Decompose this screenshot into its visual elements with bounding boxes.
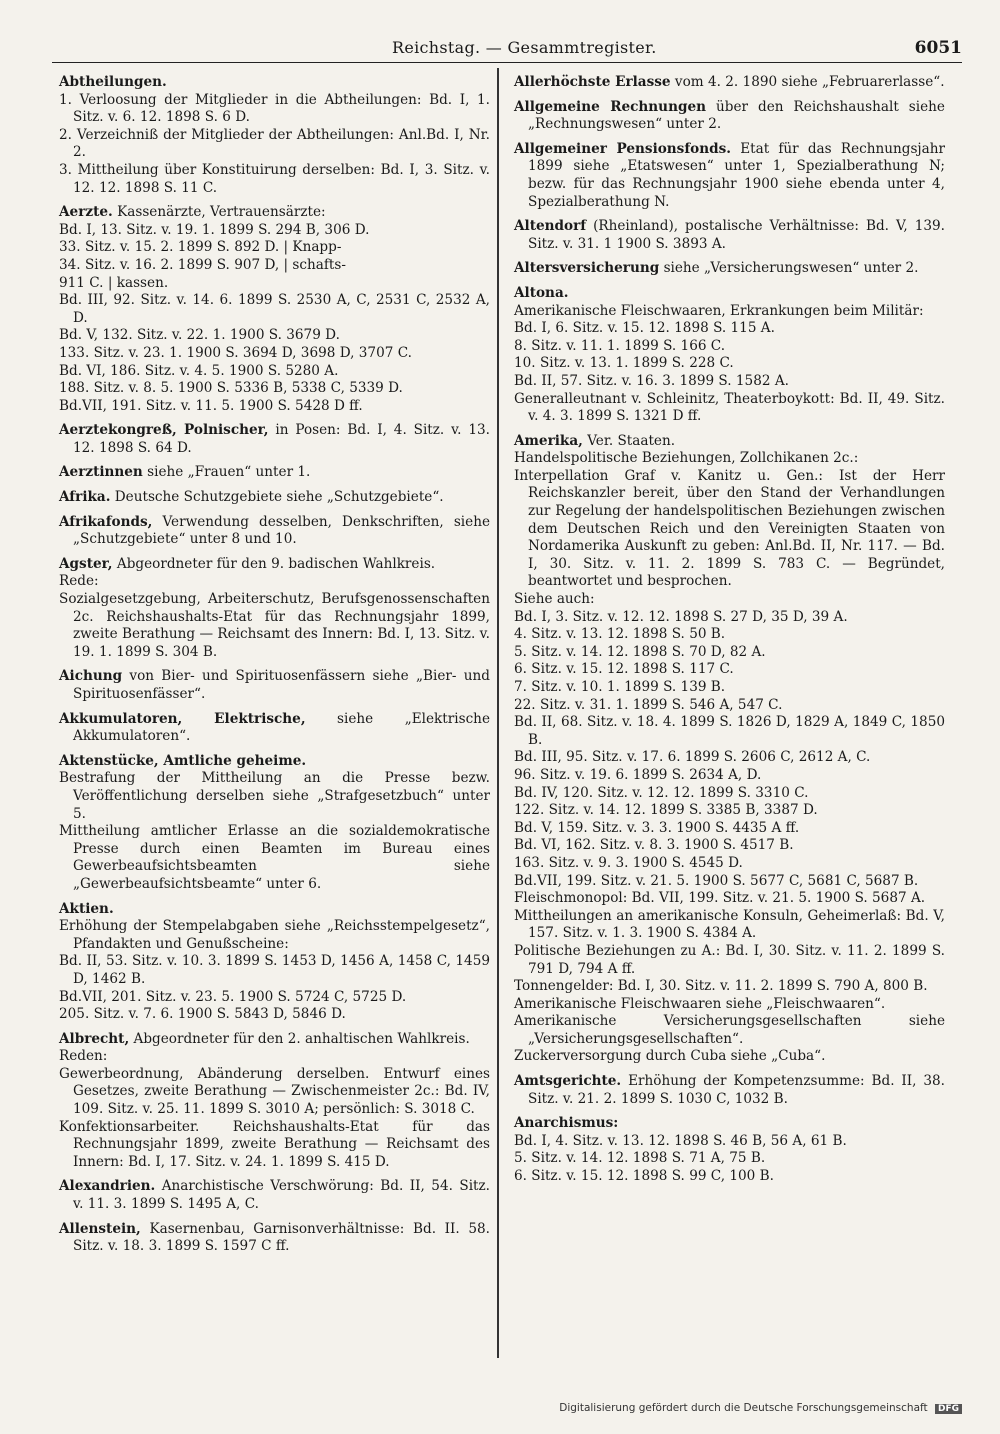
entry-keyword: Albrecht, <box>59 1030 130 1047</box>
entry-subline: Bestrafung der Mittheilung an die Presse bezw. Veröffentlichung derselben siehe „Strafgesetzbuch“ unter 5. <box>59 770 490 822</box>
entry-keyword: Aerzte. <box>59 204 113 221</box>
right-column <box>510 74 945 1193</box>
entry-subline: Bd.VII, 199. Sitz. v. 21. 5. 1900 S. 5677 C, 5681 C, 5687 B. <box>514 872 919 889</box>
running-title: Reichstag. — Gesammtregister. <box>392 38 657 57</box>
entry-subline: Amerikanische Versicherungsgesellschaften siehe „Versicherungsgesellschaften“. <box>514 1013 945 1047</box>
entry-subline: 3. Mittheilung über Konstituirung derselben: Bd. I, 3. Sitz. v. 12. 12. 1898 S. 11 C. <box>59 161 490 196</box>
entry-subline: 10. Sitz. v. 13. 1. 1899 S. 228 C. <box>514 355 734 372</box>
entry-heading-line <box>55 668 490 703</box>
entry-subline: Bd. III, 92. Sitz. v. 14. 6. 1899 S. 2530 A, C, 2531 C, 2532 A, D. <box>59 292 490 326</box>
entry-subline: 911 C. | kassen. <box>59 274 169 291</box>
entry-subline: Erhöhung der Stempelabgaben siehe „Reichsstempelgesetz“, Pfandakten und Genußscheine: <box>59 918 490 952</box>
entry-subline: Konfektionsarbeiter. Reichshaushalts-Etat für das Rechnungsjahr 1899, zweite Berathung — Reichsamt des Innern: Bd. I, 17. Sitz. v. 24. 1. 1899 S. 415 D. <box>59 1118 490 1170</box>
entry-heading-line <box>55 753 490 771</box>
entry-keyword: Allerhöchste Erlasse <box>514 74 671 90</box>
entry-text: siehe „Versicherungswesen“ unter 2. <box>663 260 919 277</box>
entry-subline: Bd. V, 159. Sitz. v. 3. 3. 1900 S. 4435 A ff. <box>514 819 800 836</box>
entry-subline: 188. Sitz. v. 8. 5. 1900 S. 5336 B, 5338 C, 5339 D. <box>59 380 403 397</box>
index-entry <box>55 901 490 1024</box>
index-entry <box>55 556 490 662</box>
entry-text: siehe „Elektrische Akkumulatoren“. <box>73 710 490 745</box>
entry-subline: Mittheilungen an amerikanische Konsuln, Geheimerlaß: Bd. V, 157. Sitz. v. 1. 3. 1900 S. 4384 A. <box>514 907 945 942</box>
entry-subline: Fleischmonopol: Bd. VII, 199. Sitz. v. 21. 5. 1900 S. 5687 A. <box>514 890 926 907</box>
entry-subline: Amerikanische Fleischwaaren, Erkrankungen beim Militär: <box>514 302 924 319</box>
entry-keyword: Amtsgerichte. <box>514 1073 622 1090</box>
entry-text: Abgeordneter für den 2. anhaltischen Wahlkreis. <box>133 1030 470 1047</box>
entry-text: Erhöhung der Kompetenzsumme: Bd. II, 38. Sitz. v. 21. 2. 1899 S. 1030 C, 1032 B. <box>528 1073 945 1107</box>
dfg-logo: DFG <box>935 1404 962 1414</box>
entry-heading-line <box>55 489 490 507</box>
entry-subline: Bd. V, 132. Sitz. v. 22. 1. 1900 S. 3679 D. <box>59 327 340 344</box>
entry-keyword: Aktien. <box>59 900 114 917</box>
entry-subline: 34. Sitz. v. 16. 2. 1899 S. 907 D, | schafts- <box>59 256 346 273</box>
left-column <box>55 74 490 1263</box>
entry-subline: 205. Sitz. v. 7. 6. 1900 S. 5843 D, 5846 D. <box>59 1006 346 1023</box>
entry-heading-line <box>55 1221 490 1256</box>
entry-subline: Politische Beziehungen zu A.: Bd. I, 30. Sitz. v. 11. 2. 1899 S. 791 D, 794 A ff. <box>514 942 945 977</box>
index-entry <box>510 433 945 1066</box>
entry-keyword: Altendorf <box>514 218 587 235</box>
entry-heading-line <box>510 433 945 451</box>
entry-subline: 133. Sitz. v. 23. 1. 1900 S. 3694 D, 3698 D, 3707 C. <box>59 344 412 361</box>
index-entry <box>510 74 945 92</box>
index-entry <box>55 1221 490 1256</box>
index-entry <box>510 141 945 211</box>
entry-heading-line <box>55 422 490 457</box>
index-entry <box>55 464 490 482</box>
running-header <box>52 38 962 63</box>
entry-subline: Bd. I, 4. Sitz. v. 13. 12. 1898 S. 46 B, 56 A, 61 B. <box>514 1132 847 1149</box>
entry-keyword: Allenstein, <box>59 1220 141 1237</box>
entry-subline: 6. Sitz. v. 15. 12. 1898 S. 99 C, 100 B. <box>514 1168 774 1185</box>
entry-subline: Zuckerversorgung durch Cuba siehe „Cuba“. <box>514 1048 826 1065</box>
index-entry <box>55 422 490 457</box>
entry-subline: 1. Verloosung der Mitglieder in die Abtheilungen: Bd. I, 1. Sitz. v. 6. 12. 1898 S. 6 D. <box>59 91 490 126</box>
index-entry <box>510 285 945 426</box>
entry-subline: 22. Sitz. v. 31. 1. 1899 S. 546 A, 547 C. <box>514 696 783 713</box>
entry-heading-line <box>55 464 490 482</box>
index-entry <box>55 514 490 549</box>
entry-keyword: Aerztinnen <box>59 464 143 481</box>
entry-text: vom 4. 2. 1890 siehe „Februarerlasse“. <box>674 74 945 90</box>
entry-subline: 33. Sitz. v. 15. 2. 1899 S. 892 D. | Knapp- <box>59 239 342 256</box>
index-entry <box>510 218 945 253</box>
entry-heading-line <box>510 99 945 134</box>
entry-text: Verwendung desselben, Denkschriften, siehe „Schutzgebiete“ unter 8 und 10. <box>73 513 490 548</box>
entry-subline: Bd. I, 13. Sitz. v. 19. 1. 1899 S. 294 B, 306 D. <box>59 221 370 238</box>
entry-heading-line <box>55 1031 490 1049</box>
entry-keyword: Agster, <box>59 555 113 572</box>
entry-subline: 8. Sitz. v. 11. 1. 1899 S. 166 C. <box>514 337 726 354</box>
entry-text: in Posen: Bd. I, 4. Sitz. v. 13. 12. 1898 S. 64 D. <box>73 422 490 456</box>
entry-subline: Sozialgesetzgebung, Arbeiterschutz, Berufsgenossenschaften 2c. Reichshaushalts-Etat für das Rechnungsjahr 1899, zweite Berathung — Reichsamt des Innern: Bd. I, 13. Sitz. v. 19. 1. 1899 S. 304 B. <box>59 591 490 660</box>
entry-keyword: Alexandrien. <box>59 1178 156 1195</box>
entry-subline: Amerikanische Fleischwaaren siehe „Fleischwaaren“. <box>514 995 886 1012</box>
entry-keyword: Aerztekongreß, Polnischer, <box>59 422 269 439</box>
entry-heading-line <box>55 556 490 574</box>
entry-heading-line <box>55 514 490 549</box>
entry-subline: Bd. II, 68. Sitz. v. 18. 4. 1899 S. 1826 D, 1829 A, 1849 C, 1850 B. <box>514 714 945 748</box>
entry-text: Anarchistische Verschwörung: Bd. II, 54. Sitz. v. 11. 3. 1899 S. 1495 A, C. <box>73 1178 490 1213</box>
entry-subline: Bd. IV, 120. Sitz. v. 12. 12. 1899 S. 3310 C. <box>514 784 809 801</box>
index-entry <box>55 1031 490 1172</box>
index-entry <box>55 753 490 894</box>
entry-subline: Generalleutnant v. Schleinitz, Theaterboykott: Bd. II, 49. Sitz. v. 4. 3. 1899 S. 1321 D ff. <box>514 390 945 425</box>
entry-subline: Bd. II, 53. Sitz. v. 10. 3. 1899 S. 1453 D, 1456 A, 1458 C, 1459 D, 1462 B. <box>59 953 490 987</box>
page-number: 6051 <box>914 38 962 58</box>
entry-subline: Rede: <box>59 573 99 590</box>
entry-heading-line <box>510 141 945 211</box>
entry-keyword: Aktenstücke, Amtliche geheime. <box>59 752 307 769</box>
entry-subline: Bd. III, 95. Sitz. v. 17. 6. 1899 S. 2606 C, 2612 A, C. <box>514 749 871 766</box>
entry-subline: Bd. I, 6. Sitz. v. 15. 12. 1898 S. 115 A. <box>514 320 775 337</box>
entry-heading-line <box>510 260 945 278</box>
entry-subline: Bd. I, 3. Sitz. v. 12. 12. 1898 S. 27 D, 35 D, 39 A. <box>514 608 848 625</box>
entry-subline: Handelspolitische Beziehungen, Zollchikanen 2c.: <box>514 450 859 467</box>
entry-keyword: Allgemeiner Pensionsfonds. <box>514 140 732 157</box>
entry-keyword: Abtheilungen. <box>59 74 167 90</box>
footer <box>559 1402 962 1414</box>
entry-subline: Bd.VII, 201. Sitz. v. 23. 5. 1900 S. 5724 C, 5725 D. <box>59 988 407 1005</box>
index-entry <box>55 668 490 703</box>
entry-subline: Tonnengelder: Bd. I, 30. Sitz. v. 11. 2. 1899 S. 790 A, 800 B. <box>514 978 928 995</box>
index-entry <box>55 74 490 197</box>
index-entry <box>55 1178 490 1213</box>
index-entry <box>510 260 945 278</box>
entry-subline: Siehe auch: <box>514 591 595 608</box>
entry-subline: 122. Sitz. v. 14. 12. 1899 S. 3385 B, 3387 D. <box>514 802 818 819</box>
entry-keyword: Anarchismus: <box>514 1115 619 1132</box>
entry-subline: Bd.VII, 191. Sitz. v. 11. 5. 1900 S. 5428 D ff. <box>59 397 363 414</box>
entry-text: Ver. Staaten. <box>587 432 676 449</box>
entry-heading-line <box>510 285 945 303</box>
entry-text: Deutsche Schutzgebiete siehe „Schutzgebiete“. <box>114 489 444 506</box>
footer-text: Digitalisierung gefördert durch die Deutsche Forschungsgemeinschaft <box>559 1402 928 1414</box>
entry-subline: 2. Verzeichniß der Mitglieder der Abtheilungen: Anl.Bd. I, Nr. 2. <box>59 126 490 161</box>
index-entry <box>510 1073 945 1108</box>
entry-subline: Reden: <box>59 1048 108 1065</box>
entry-keyword: Altona. <box>514 284 569 301</box>
entry-text: Abgeordneter für den 9. badischen Wahlkreis. <box>116 555 436 572</box>
entry-keyword: Afrika. <box>59 489 111 506</box>
entry-subline: Gewerbeordnung, Abänderung derselben. Entwurf eines Gesetzes, zweite Berathung — Zwischenmeister 2c.: Bd. IV, 109. Sitz. v. 25. 11. 1899 S. 3010 A; persönlich: S. 3018 C. <box>59 1065 490 1118</box>
entry-heading-line <box>55 1178 490 1213</box>
index-entry <box>55 711 490 746</box>
entry-subline: 5. Sitz. v. 14. 12. 1898 S. 70 D, 82 A. <box>514 643 766 660</box>
entry-subline: Bd. VI, 186. Sitz. v. 4. 5. 1900 S. 5280 A. <box>59 362 339 379</box>
entry-subline: 5. Sitz. v. 14. 12. 1898 S. 71 A, 75 B. <box>514 1150 766 1167</box>
entry-keyword: Aichung <box>59 668 123 685</box>
entry-heading-line <box>510 218 945 253</box>
entry-heading-line <box>55 74 490 92</box>
entry-subline: 96. Sitz. v. 19. 6. 1899 S. 2634 A, D. <box>514 766 762 783</box>
entry-heading-line <box>55 901 490 919</box>
entry-subline: 7. Sitz. v. 10. 1. 1899 S. 139 B. <box>514 679 726 695</box>
column-divider <box>497 68 499 1358</box>
entry-subline: Interpellation Graf v. Kanitz u. Gen.: Ist der Herr Reichskanzler bereit, über den Stand der Verhandlungen zur Regelung der handelspolitischen Beziehungen zwischen dem Deutschen Reich und den Vereinigten Staaten von Nordamerika Auskunft zu geben: Anl.Bd. II, Nr. 117. — Bd. I, 30. Sitz. v. 11. 2. 1899 S. 783 C. — Begründet, beantwortet und besprochen. <box>514 467 945 590</box>
entry-text: (Rheinland), postalische Verhältnisse: Bd. V, 139. Sitz. v. 31. 1 1900 S. 3893 A. <box>528 218 945 252</box>
entry-heading-line <box>510 1115 945 1133</box>
entry-subline: Mittheilung amtlicher Erlasse an die sozialdemokratische Presse durch einen Beamten im Bureau eines Gewerbeaufsichtsbeamten siehe „Gewerbeaufsichtsbeamte“ unter 6. <box>59 823 490 892</box>
entry-text: siehe „Frauen“ unter 1. <box>147 464 311 481</box>
entry-text: Kassenärzte, Vertrauensärzte: <box>117 204 326 221</box>
entry-heading-line <box>510 74 945 92</box>
entry-keyword: Afrikafonds, <box>59 513 153 530</box>
entry-text: von Bier- und Spirituosenfässern siehe „Bier- und Spirituosenfässer“. <box>73 668 490 702</box>
entry-keyword: Amerika, <box>514 432 583 449</box>
entry-heading-line <box>55 711 490 746</box>
entry-text: Kasernenbau, Garnisonverhältnisse: Bd. II. 58. Sitz. v. 18. 3. 1899 S. 1597 C ff. <box>73 1220 490 1255</box>
index-entry <box>55 204 490 415</box>
entry-text: Etat für das Rechnungsjahr 1899 siehe „Etatswesen“ unter 1, Spezialberathung N; bezw. für das Rechnungsjahr 1900 siehe ebenda unter 4, Spezialberathung N. <box>528 140 945 210</box>
entry-subline: 163. Sitz. v. 9. 3. 1900 S. 4545 D. <box>514 854 743 871</box>
entry-subline: 4. Sitz. v. 13. 12. 1898 S. 50 B. <box>514 626 726 643</box>
entry-subline: 6. Sitz. v. 15. 12. 1898 S. 117 C. <box>514 661 734 678</box>
entry-subline: Bd. II, 57. Sitz. v. 16. 3. 1899 S. 1582 A. <box>514 372 789 389</box>
entry-text: über den Reichshaushalt siehe „Rechnungswesen“ unter 2. <box>528 98 945 133</box>
entry-subline: Bd. VI, 162. Sitz. v. 8. 3. 1900 S. 4517 B. <box>514 837 794 854</box>
entry-heading-line <box>510 1073 945 1108</box>
index-entry <box>55 489 490 507</box>
entry-keyword: Akkumulatoren, Elektrische, <box>59 710 306 727</box>
entry-keyword: Altersversicherung <box>514 260 660 277</box>
entry-keyword: Allgemeine Rechnungen <box>514 98 706 115</box>
index-entry <box>510 99 945 134</box>
entry-heading-line <box>55 204 490 222</box>
index-entry <box>510 1115 945 1185</box>
